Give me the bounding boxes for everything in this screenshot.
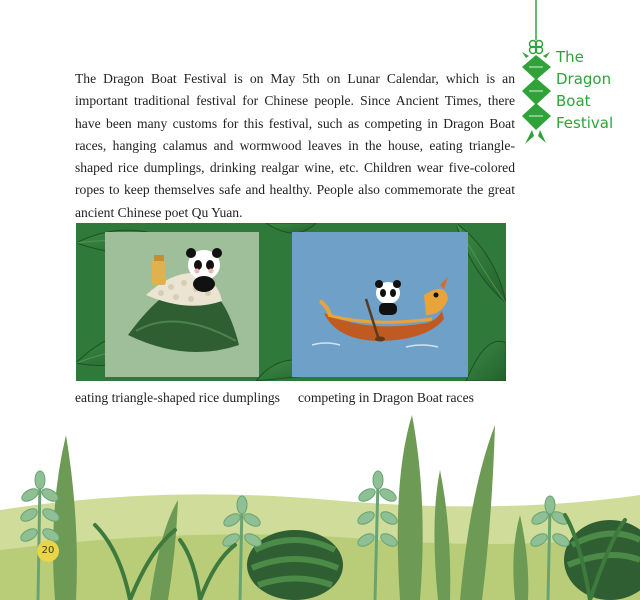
chinese-knot-icon <box>530 41 543 54</box>
foliage-decoration <box>0 400 640 600</box>
wine-jar-icon <box>152 255 166 285</box>
rice-dumpling-illustration <box>105 232 259 377</box>
page-number: 20 <box>37 540 59 562</box>
body-paragraph: The Dragon Boat Festival is on May 5th on Lunar Calendar, which is an important traditional festival for Chinese people. Since Ancient Times, there have been many customs for this festival, such as competing in Dragon Boat races, hanging calamus and wormwood leaves in the house, eating triangle-shaped rice dumplings, drinking realgar wine, etc. Children wear five-colored ropes to keep themselves safe and healthy. People also commemorate the great ancient Chinese poet Qu Yuan. <box>75 71 515 220</box>
caption-dragon-boat-races: competing in Dragon Boat races <box>298 390 474 405</box>
dragon-boat-illustration <box>292 232 468 377</box>
rice-dumpling-stack-icon <box>522 52 551 144</box>
caption-rice-dumplings: eating triangle-shaped rice dumplings <box>75 390 280 405</box>
festival-title: The Dragon Boat Festival <box>556 48 614 132</box>
illustration-band <box>76 223 506 381</box>
